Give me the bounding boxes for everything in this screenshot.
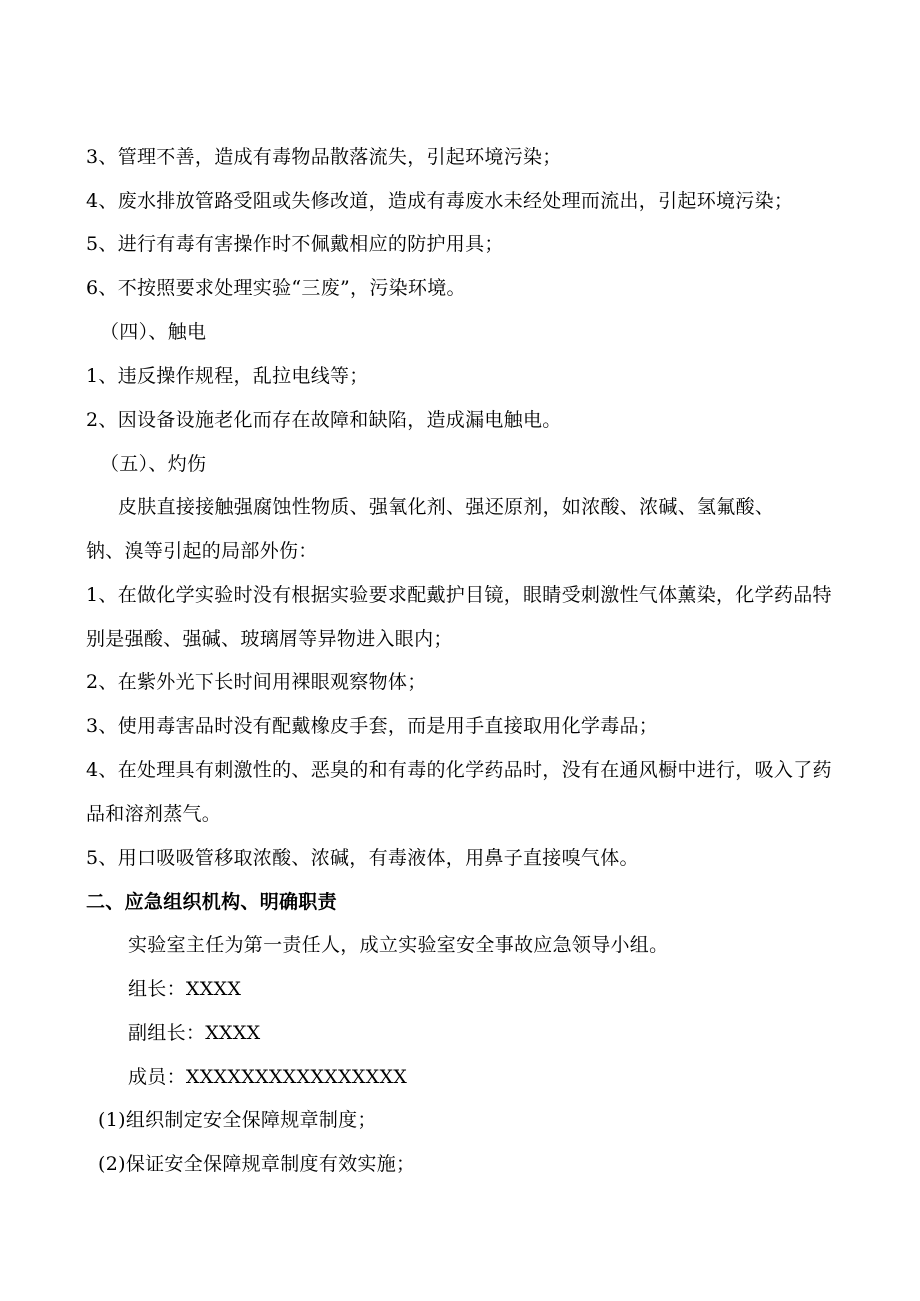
list-item: 2、在紫外光下长时间用裸眼观察物体； [86, 671, 427, 693]
list-item: 4、在处理具有刺激性的、恶臭的和有毒的化学药品时，没有在通风橱中进行，吸入了药 [86, 759, 832, 781]
list-item: 4、废水排放管路受阻或失修改道，造成有毒废水未经处理而流出，引起环境污染； [86, 190, 794, 212]
paragraph-line: 实验室主任为第一责任人，成立实验室安全事故应急领导小组。 [128, 934, 669, 956]
list-item: 1、违反操作规程，乱拉电线等； [86, 365, 369, 387]
list-item: 2、因设备设施老化而存在故障和缺陷，造成漏电触电。 [86, 409, 562, 431]
team-leader: 组长：XXXX [128, 978, 242, 1000]
list-item: 3、管理不善，造成有毒物品散落流失，引起环境污染； [86, 146, 562, 168]
team-members: 成员：XXXXXXXXXXXXXXXX [128, 1066, 408, 1088]
list-item-continuation: 品和溶剂蒸气。 [86, 803, 222, 825]
paragraph-line: 皮肤直接接触强腐蚀性物质、强氧化剂、强还原剂，如浓酸、浓碱、氢氟酸、 [118, 496, 775, 518]
chapter-heading: 二、应急组织机构、明确职责 [86, 891, 337, 913]
list-item: 5、进行有毒有害操作时不佩戴相应的防护用具； [86, 233, 504, 255]
list-item: 5、用口吸吸管移取浓酸、浓碱，有毒液体，用鼻子直接嗅气体。 [86, 847, 639, 869]
section-heading: （五）、灼伤 [100, 453, 207, 475]
list-item-continuation: 别是强酸、强碱、玻璃屑等异物进入眼内； [86, 628, 453, 650]
team-deputy-leader: 副组长：XXXX [128, 1022, 261, 1044]
list-item: 6、不按照要求处理实验“三废”，污染环境。 [86, 277, 466, 299]
list-item: 1、在做化学实验时没有根据实验要求配戴护目镜，眼睛受刺激性气体薰染，化学药品特 [86, 584, 832, 606]
paragraph-line: 钠、溴等引起的局部外伤： [86, 540, 318, 562]
duty-item: (2)保证安全保障规章制度有效实施； [98, 1153, 416, 1175]
section-heading: （四）、触电 [100, 321, 207, 343]
duty-item: (1)组织制定安全保障规章制度； [98, 1109, 377, 1131]
list-item: 3、使用毒害品时没有配戴橡皮手套，而是用手直接取用化学毒品； [86, 715, 659, 737]
